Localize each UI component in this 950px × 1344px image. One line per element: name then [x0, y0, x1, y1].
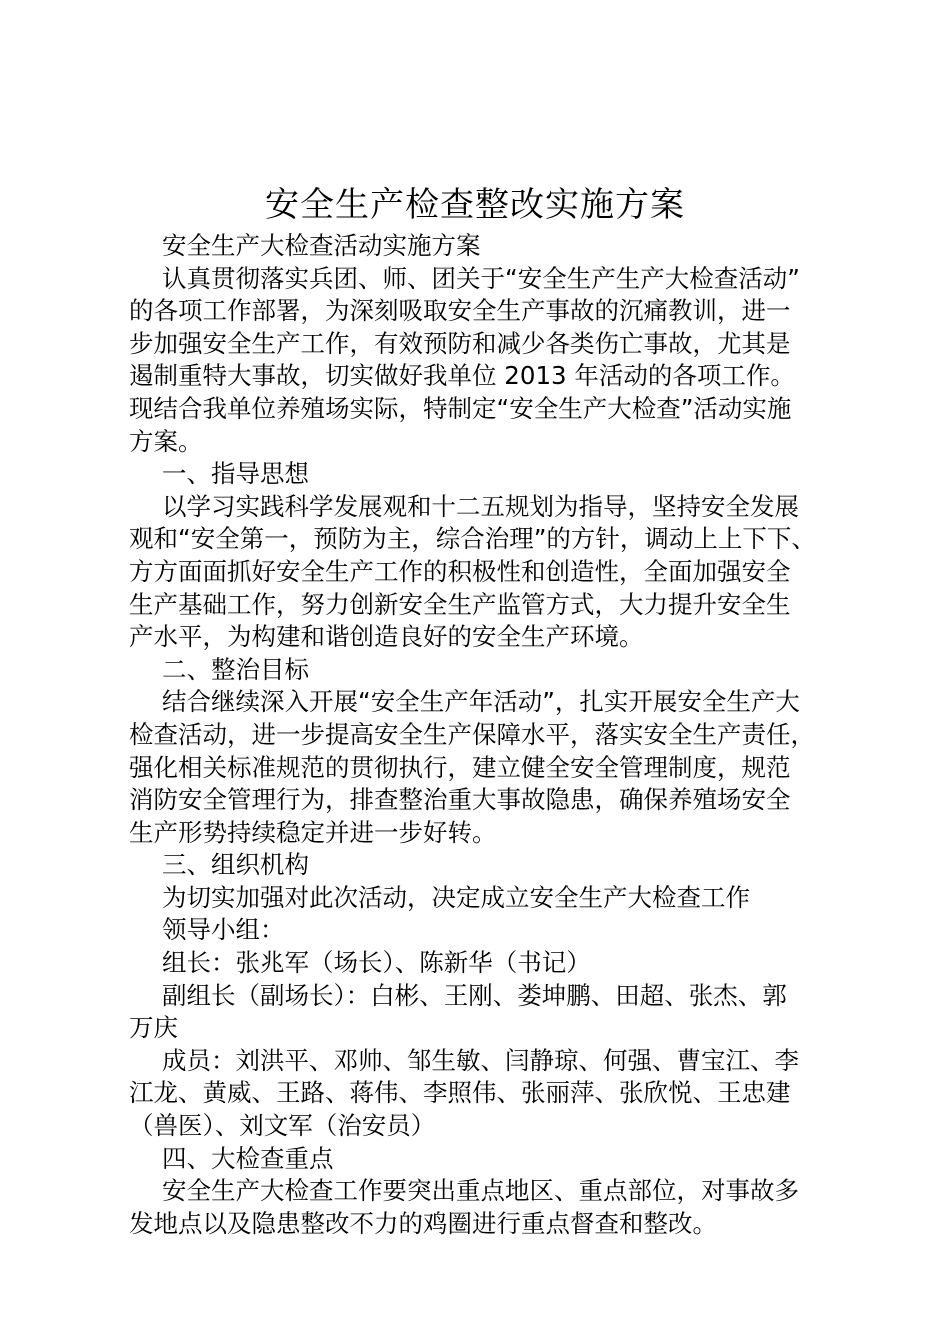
body-line: 二、整治目标 — [162, 654, 309, 684]
body-line: 产水平，为构建和谐创造良好的安全生产环境。 — [129, 622, 644, 652]
body-line: 步加强安全生产工作，有效预防和减少各类伤亡事故，尤其是 — [129, 328, 791, 358]
body-line: 安全生产大检查活动实施方案 — [162, 231, 481, 260]
body-line: 生产形势持续稳定并进一步好转。 — [129, 817, 497, 847]
body-line: 现结合我单位养殖场实际，特制定“安全生产大检查”活动实施 — [129, 393, 792, 423]
body-line: 结合继续深入开展“安全生产年活动”，扎实开展安全生产大 — [162, 687, 800, 717]
body-line: 遏制重特大事故，切实做好我单位 2013 年活动的各项工作。 — [129, 361, 795, 391]
body-line: 方方面面抓好安全生产工作的积极性和创造性，全面加强安全 — [129, 556, 791, 586]
body-line: 万庆 — [129, 1013, 178, 1043]
body-line: 一、指导思想 — [162, 459, 309, 489]
body-line: 成员：刘洪平、邓帅、邹生敏、闫静琼、何强、曹宝江、李 — [162, 1045, 799, 1075]
body-line: 为切实加强对此次活动，决定成立安全生产大检查工作 — [162, 882, 750, 912]
body-line: 领导小组： — [162, 915, 285, 945]
body-line: 副组长（副场长）：白彬、王刚、娄坤鹏、田超、张杰、郭 — [162, 980, 787, 1010]
body-line: 安全生产大检查工作要突出重点地区、重点部位，对事故多 — [162, 1176, 799, 1206]
body-line: 四、大检查重点 — [162, 1143, 334, 1173]
body-line: 发地点以及隐患整改不力的鸡圈进行重点督查和整改。 — [129, 1208, 717, 1238]
document-title: 安全生产检查整改实施方案 — [265, 185, 685, 225]
body-line: 强化相关标准规范的贯彻执行，建立健全安全管理制度，规范 — [129, 752, 791, 782]
document-body — [129, 230, 829, 1240]
body-line: 的各项工作部署，为深刻吸取安全生产事故的沉痛教训，进一 — [129, 296, 791, 326]
body-line: 检查活动，进一步提高安全生产保障水平，落实安全生产责任， — [129, 719, 815, 749]
body-line: 方案。 — [129, 426, 203, 456]
body-line: 组长：张兆军（场长）、陈新华（书记） — [162, 948, 591, 978]
body-line: 三、组织机构 — [162, 850, 309, 880]
body-line: 生产基础工作，努力创新安全生产监管方式，大力提升安全生 — [129, 589, 791, 619]
body-line: 认真贯彻落实兵团、师、团关于“安全生产生产大检查活动” — [162, 263, 800, 293]
body-line: 消防安全管理行为，排查整治重大事故隐患，确保养殖场安全 — [129, 785, 791, 815]
body-line: 以学习实践科学发展观和十二五规划为指导，坚持安全发展 — [162, 491, 799, 521]
body-line: 观和“安全第一，预防为主，综合治理”的方针，调动上上下下、 — [129, 524, 816, 554]
body-line: 江龙、黄威、王路、蒋伟、李照伟、张丽萍、张欣悦、王忠建 — [129, 1078, 791, 1108]
body-line: （兽医）、刘文军（治安员） — [129, 1111, 436, 1141]
